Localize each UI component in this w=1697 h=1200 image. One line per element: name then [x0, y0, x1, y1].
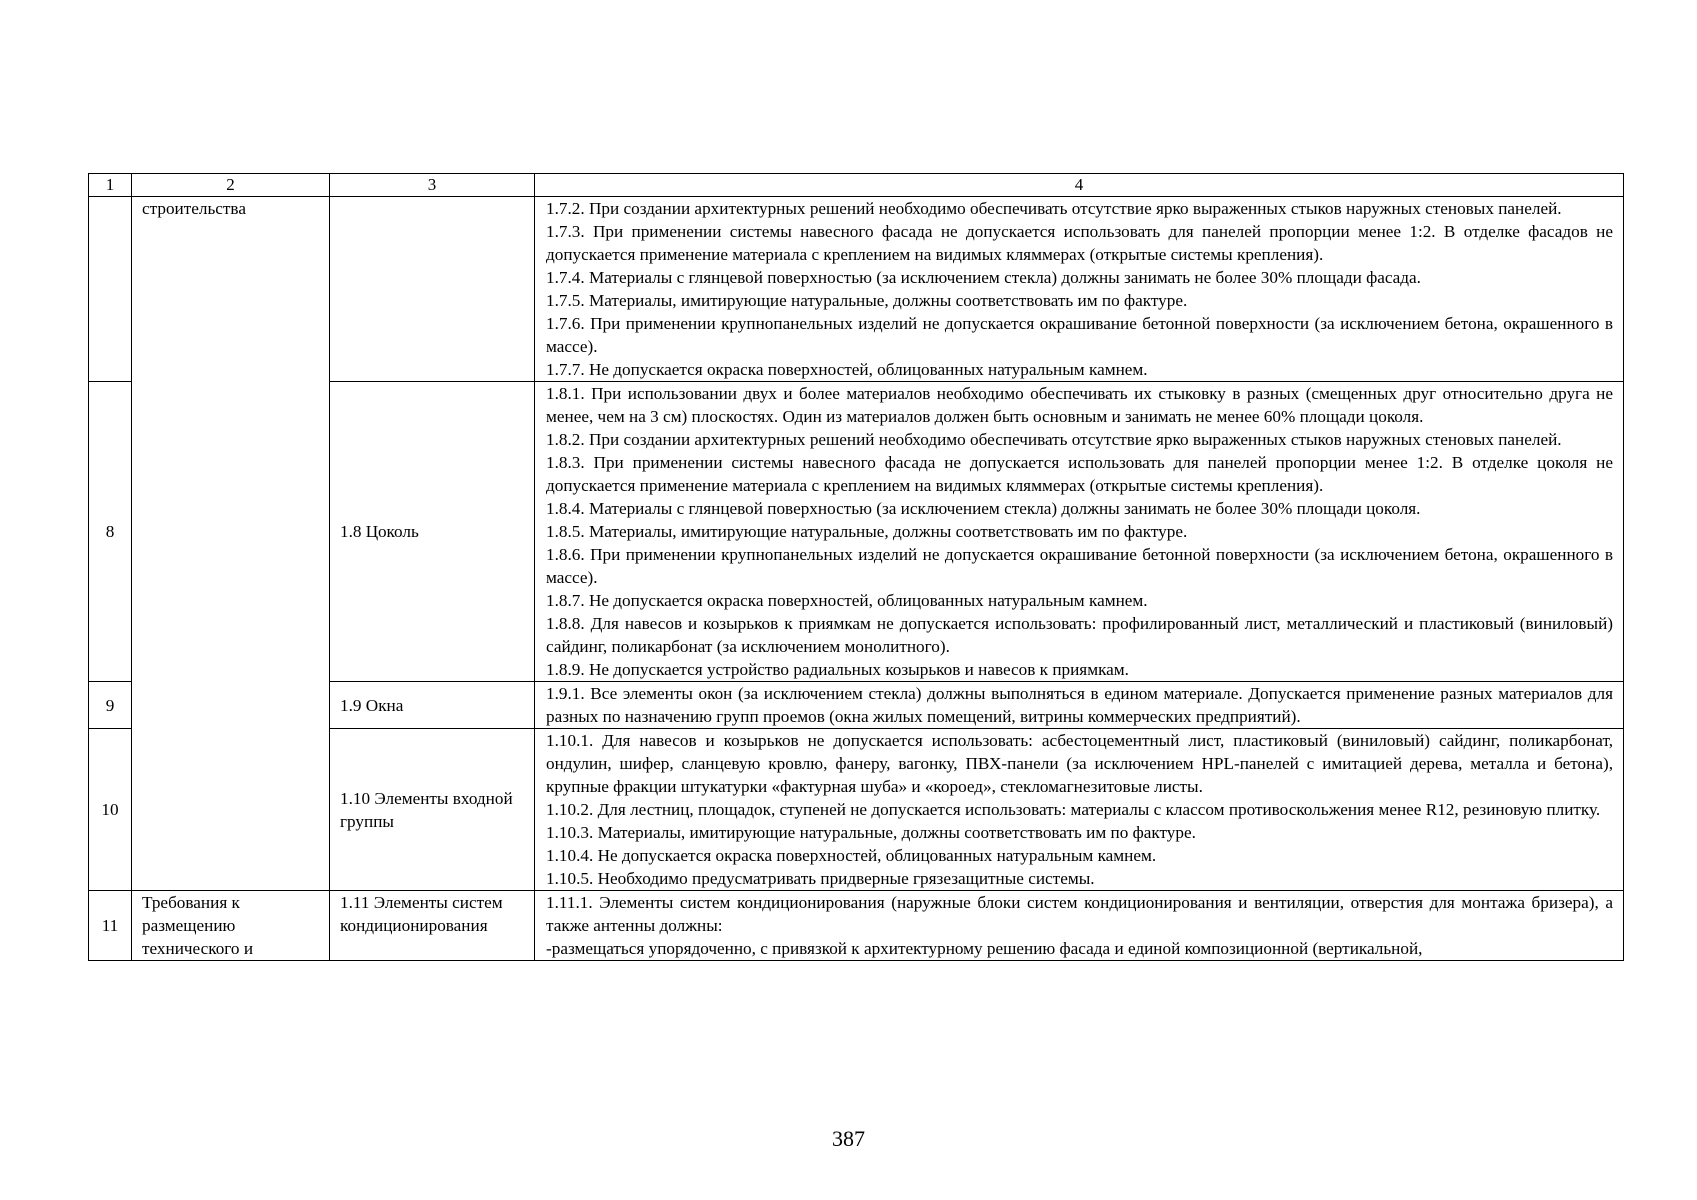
- header-col-4: 4: [535, 174, 1624, 197]
- requirement-item: 1.7.5. Материалы, имитирующие натуральные, должны соответствовать им по фактуре.: [546, 291, 1188, 310]
- requirement-item: 1.8.7. Не допускается окраска поверхностей, облицованных натуральным камнем.: [546, 591, 1148, 610]
- category-cell: Требования к размещению технического и: [132, 891, 330, 961]
- requirement-item: 1.8.3. При применении системы навесного фасада не допускается использовать для панелей пропорции менее 1:2. В отделке цоколя не допускается применение материала с креплением на видимых кляммерах (открытые системы крепления).: [546, 453, 1613, 495]
- requirement-item: 1.8.2. При создании архитектурных решений необходимо обеспечивать отсутствие ярко выраженных стыков наружных стеновых панелей.: [546, 430, 1562, 449]
- row-number: 8: [89, 382, 132, 682]
- requirement-item: 1.9.1. Все элементы окон (за исключением стекла) должны выполняться в едином материале. Допускается применение разных материалов для разных по назначению групп проемов (окна жилых помещений, витрины коммерческих предприятий).: [546, 684, 1613, 726]
- category-cell: строительства: [132, 197, 330, 891]
- requirements-cell: [535, 682, 1624, 729]
- table-row: [89, 197, 1624, 382]
- requirement-item: 1.7.3. При применении системы навесного фасада не допускается использовать для панелей пропорции менее 1:2. В отделке фасадов не допускается применение материала с креплением на видимых кляммерах (открытые системы крепления).: [546, 222, 1613, 264]
- table-row: [89, 891, 1624, 961]
- page-number: 387: [832, 1126, 865, 1151]
- requirements-cell: [535, 891, 1624, 961]
- requirement-item: 1.11.1. Элементы систем кондиционирования (наружные блоки систем кондиционирования и вентиляции, отверстия для монтажа бризера), а также антенны должны:: [546, 893, 1613, 935]
- header-col-1: 1: [89, 174, 132, 197]
- requirement-item: 1.8.9. Не допускается устройство радиальных козырьков и навесов к приямкам.: [546, 660, 1129, 679]
- section-cell: [330, 197, 535, 382]
- section-cell: 1.11 Элементы систем кондиционирования: [330, 891, 535, 961]
- requirement-item: 1.7.2. При создании архитектурных решений необходимо обеспечивать отсутствие ярко выраженных стыков наружных стеновых панелей.: [546, 199, 1562, 218]
- row-number: 10: [89, 729, 132, 891]
- requirement-item: 1.10.4. Не допускается окраска поверхностей, облицованных натуральным камнем.: [546, 846, 1157, 865]
- row-number: 9: [89, 682, 132, 729]
- requirement-item: 1.7.7. Не допускается окраска поверхностей, облицованных натуральным камнем.: [546, 360, 1148, 379]
- row-number: [89, 197, 132, 382]
- section-cell: 1.8 Цоколь: [330, 382, 535, 682]
- requirement-item: 1.8.1. При использовании двух и более материалов необходимо обеспечивать их стыковку в разных (смещенных друг относительно друга не менее, чем на 3 см) плоскостях. Один из материалов должен быть основным и занимать не менее 60% площади цоколя.: [546, 384, 1613, 426]
- requirements-table: [88, 173, 1624, 961]
- requirement-item: 1.10.5. Необходимо предусматривать придверные грязезащитные системы.: [546, 869, 1095, 888]
- requirement-item: 1.8.5. Материалы, имитирующие натуральные, должны соответствовать им по фактуре.: [546, 522, 1188, 541]
- requirement-item: 1.8.4. Материалы с глянцевой поверхностью (за исключением стекла) должны занимать не более 30% площади цоколя.: [546, 499, 1421, 518]
- header-col-2: 2: [132, 174, 330, 197]
- requirements-cell: [535, 729, 1624, 891]
- requirements-cell: [535, 197, 1624, 382]
- requirement-item: 1.8.6. При применении крупнопанельных изделий не допускается окрашивание бетонной поверхности (за исключением бетона, окрашенного в массе).: [546, 545, 1613, 587]
- requirement-item: 1.10.3. Материалы, имитирующие натуральные, должны соответствовать им по фактуре.: [546, 823, 1196, 842]
- requirement-item: 1.7.6. При применении крупнопанельных изделий не допускается окрашивание бетонной поверхности (за исключением бетона, окрашенного в массе).: [546, 314, 1613, 356]
- row-number: 11: [89, 891, 132, 961]
- requirement-item: 1.10.1. Для навесов и козырьков не допускается использовать: асбестоцементный лист, пластиковый (виниловый) сайдинг, поликарбонат, ондулин, шифер, сланцевую кровлю, фанеру, вагонку, ПВХ-панели (за исключением HPL-панелей с имитацией дерева, металла и бетона), крупные фракции штукатурки «фактурная шуба» и «короед», стекломагнезитовые листы.: [546, 731, 1613, 796]
- table-header-row: [89, 174, 1624, 197]
- section-cell: 1.9 Окна: [330, 682, 535, 729]
- requirement-item: 1.10.2. Для лестниц, площадок, ступеней не допускается использовать: материалы с классом противоскольжения менее R12, резиновую плитку.: [546, 800, 1601, 819]
- requirements-cell: [535, 382, 1624, 682]
- requirement-item: 1.8.8. Для навесов и козырьков к приямкам не допускается использовать: профилированный лист, металлический и пластиковый (виниловый) сайдинг, поликарбонат (за исключением монолитного).: [546, 614, 1613, 656]
- section-cell: 1.10 Элементы входной группы: [330, 729, 535, 891]
- requirement-item: 1.7.4. Материалы с глянцевой поверхностью (за исключением стекла) должны занимать не более 30% площади фасада.: [546, 268, 1421, 287]
- header-col-3: 3: [330, 174, 535, 197]
- requirement-item: -размещаться упорядоченно, с привязкой к архитектурному решению фасада и единой композиционной (вертикальной,: [546, 939, 1423, 958]
